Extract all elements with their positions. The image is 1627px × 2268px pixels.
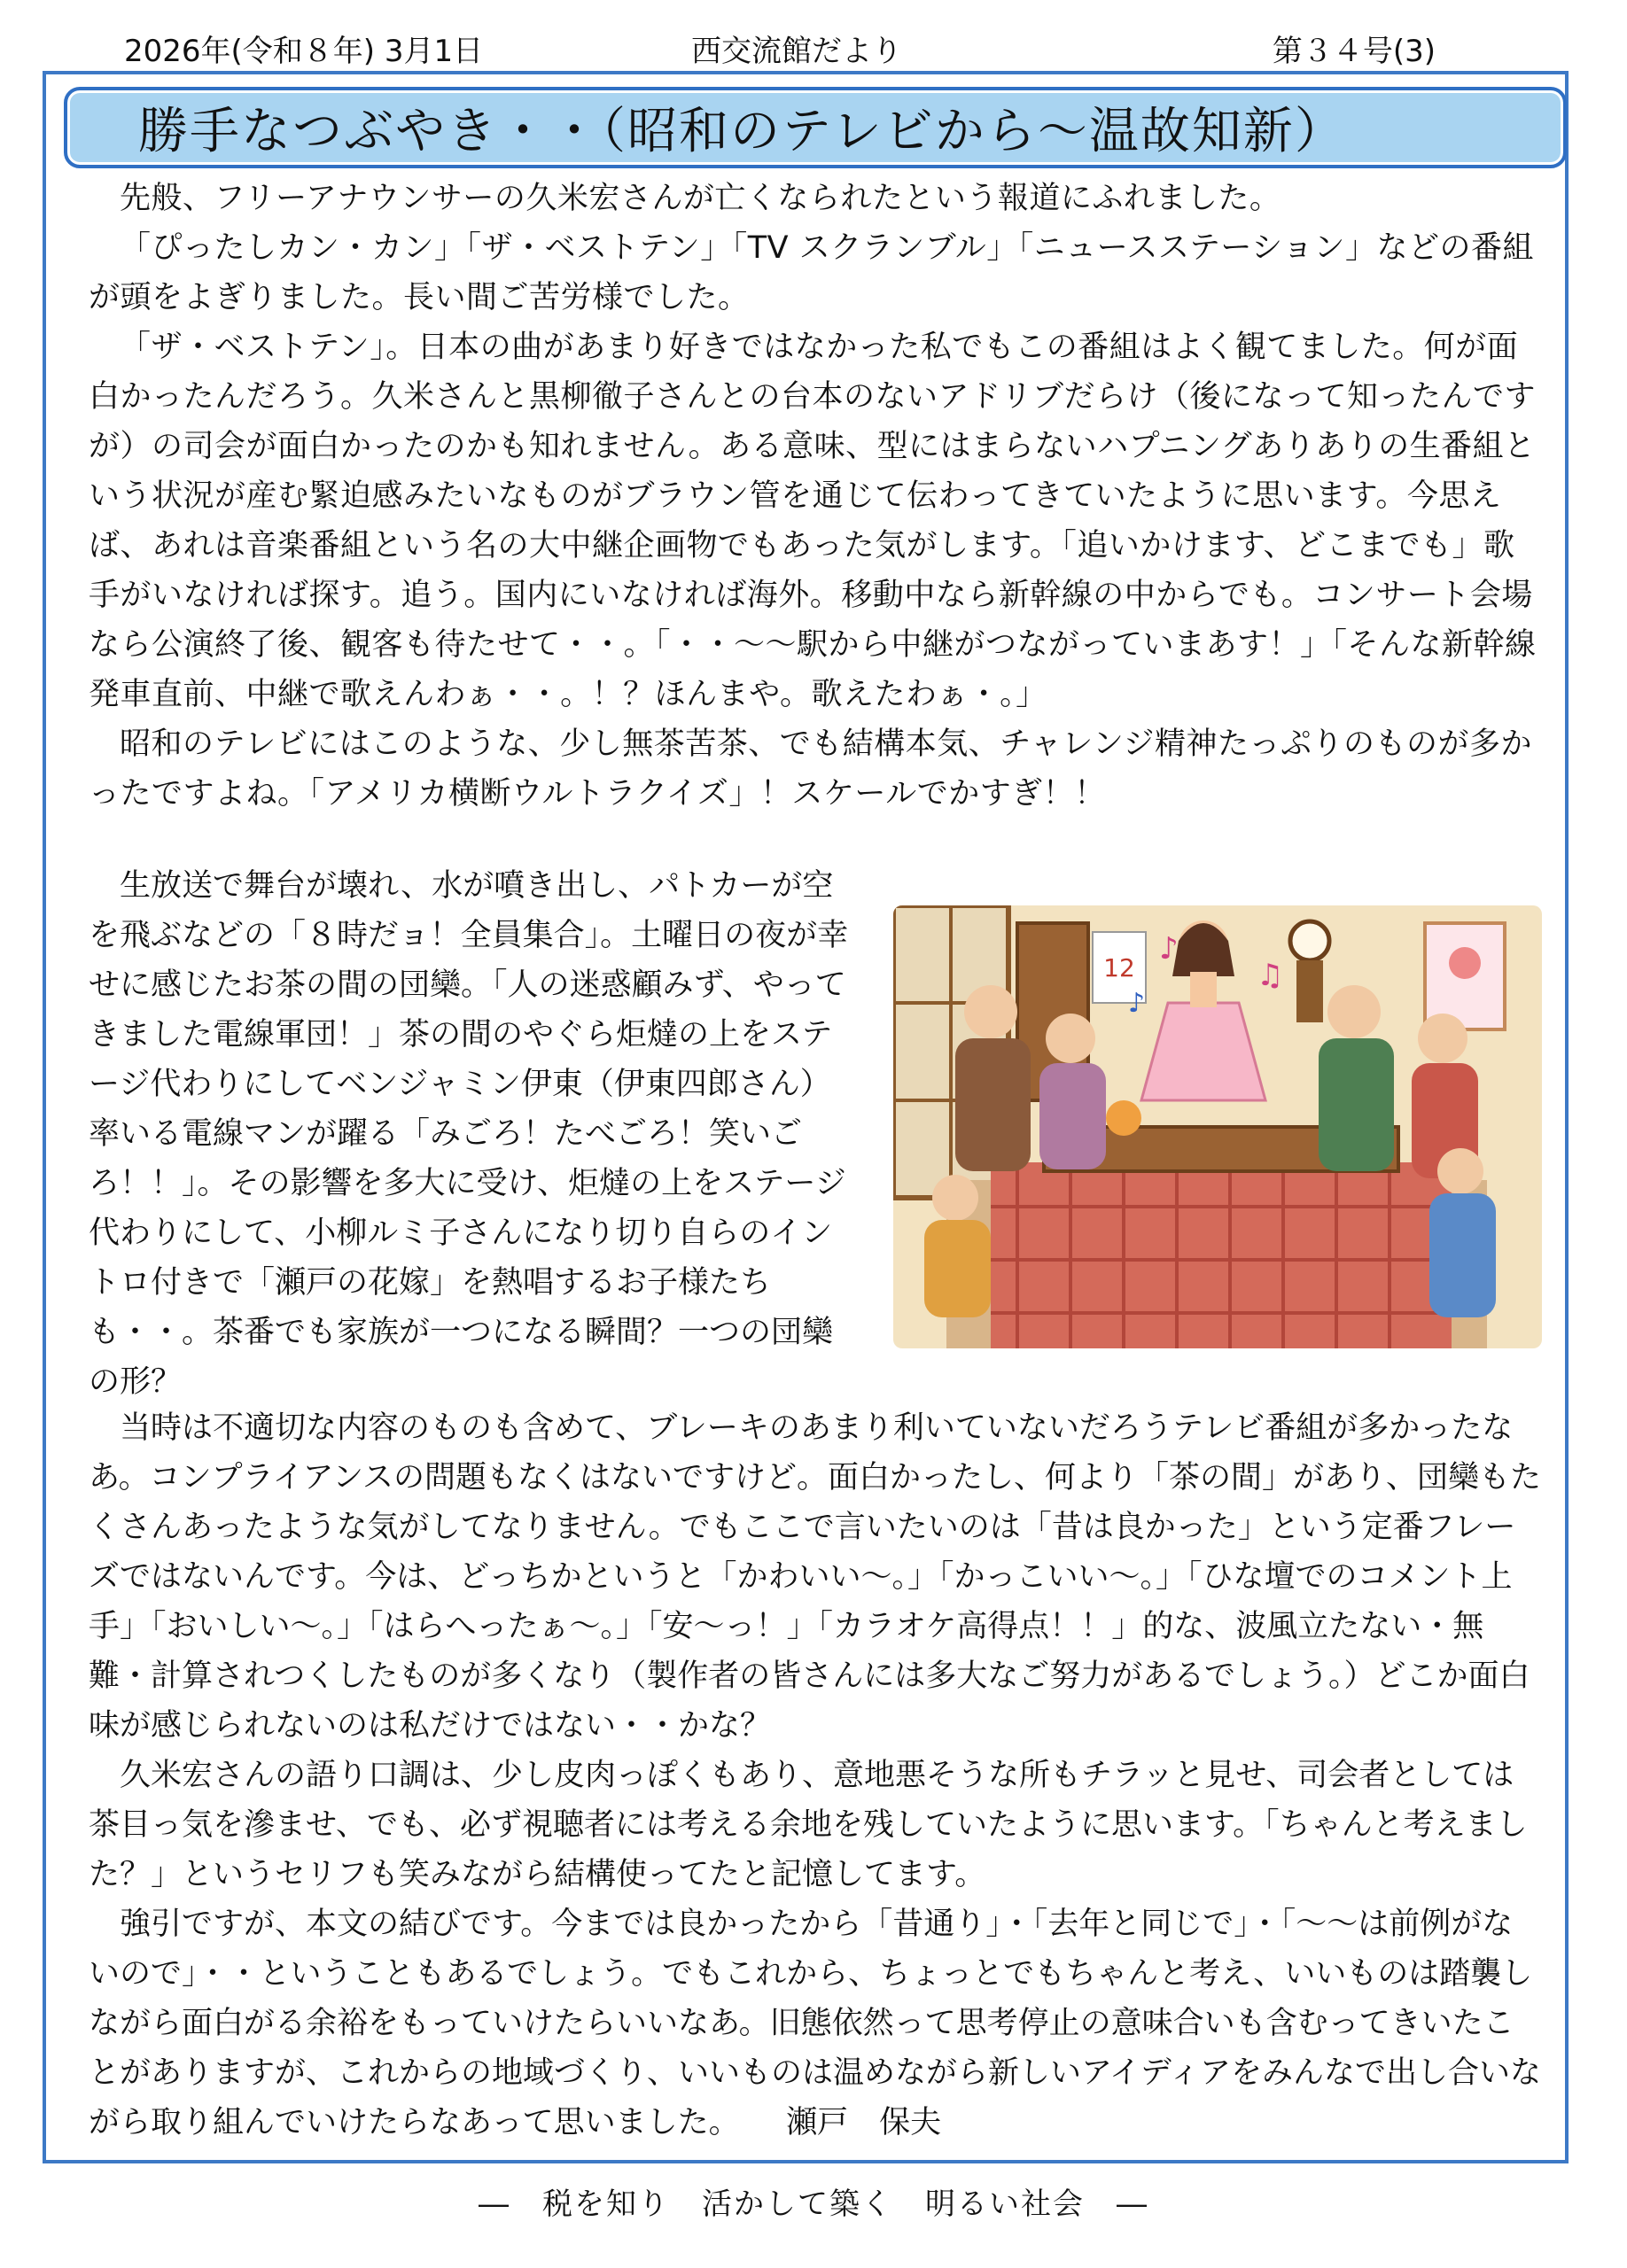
issue-date: 2026年(令和８年) 3月1日 — [124, 34, 484, 69]
svg-text:♪: ♪ — [1159, 931, 1179, 967]
page-footer-slogan: ― 税を知り 活かして築く 明るい社会 ― — [479, 2186, 1148, 2222]
article-body-top — [89, 174, 1542, 819]
family-kotatsu-illustration — [893, 905, 1542, 1348]
article-title: 勝手なつぶやき・・（昭和のテレビから～温故知新） — [138, 103, 1346, 160]
illustration-svg — [893, 905, 1542, 1348]
wrapped-section — [89, 861, 1542, 1407]
issue-number: 第３４号(3) — [1272, 34, 1436, 69]
paragraph-8 — [89, 1899, 1542, 2148]
title-banner — [64, 87, 1567, 168]
paragraph-5: 生放送で舞台が壊れ、水が噴き出し、パトカーが空を飛ぶなどの「８時だョ！全員集合」。土曜日の夜が幸せに感じたお茶の間の団欒。「人の迷惑顧みず、やってきました電線軍団！」茶の間のやぐら炬燵の上をステージ代わりにしてベンジャミン伊東（伊東四郎さん）率いる電線マンが躍る「みごろ！たべごろ！笑いごろ！！」。その影響を多大に受け、炬燵の上をステージ代わりにして、小柳ルミ子さんになり切り自らのイントロ付きで「瀬戸の花嫁」を熱唱するお子様たちも・・。茶番でも家族が一つになる瞬間？一つの団欒の形？ — [89, 868, 849, 1400]
page-header — [124, 27, 1436, 76]
paragraph-1: 先般、フリーアナウンサーの久米宏さんが亡くなられたという報道にふれました。 — [120, 181, 1281, 216]
paragraph-4: 昭和のテレビにはこのような、少し無茶苦茶、でも結構本気、チャレンジ精神たっぷりのものが多かったですよね。「アメリカ横断ウルトラクイズ」！スケールでかすぎ！！ — [89, 726, 1533, 812]
svg-text:♪: ♪ — [1128, 988, 1146, 1019]
publication-name: 西交流館だより — [691, 34, 902, 69]
calendar-number: 12 — [1103, 953, 1135, 983]
article-body-bottom — [89, 1403, 1542, 2148]
author-signature: 瀬戸 保夫 — [786, 2105, 942, 2140]
wrapped-text-column — [89, 861, 851, 1407]
paragraph-3: 「ザ・ベストテン」。日本の曲があまり好きではなかった私でもこの番組はよく観てました。何が面白かったんだろう。久米さんと黒柳徹子さんとの台本のないアドリブだらけ（後になって知ったんですが）の司会が面白かったのかも知れません。ある意味、型にはまらないハプニングありありの生番組という状況が産む緊迫感みたいなものがブラウン管を通じて伝わってきていたように思います。今思えば、あれは音楽番組という名の大中継企画物でもあった気がします。「追いかけます、どこまでも」歌手がいなければ探す。追う。国内にいなければ海外。移動中なら新幹線の中からでも。コンサート会場なら公演終了後、観客も待たせて・・。「・・～～駅から中継がつながっていまあす！」「そんな新幹線発車直前、中継で歌えんわぁ・・。！？ほんまや。歌えたわぁ・。」 — [89, 330, 1537, 712]
paragraph-2: 「ぴったしカン・カン」「ザ・ベストテン」「TV スクランブル」「ニュースステーション」などの番組が頭をよぎりました。長い間ご苦労様でした。 — [89, 230, 1534, 315]
svg-text:♫: ♫ — [1257, 958, 1284, 993]
paragraph-8-text: 強引ですが、本文の結びです。今までは良かったから「昔通り」・「去年と同じで」・「～～は前例がないので」・・ということもあるでしょう。でもこれから、ちょっとでもちゃんと考え、いいものは踏襲しながら面白がる余裕をもっていけたらいいなあ。旧態依然って思考停止の意味合いも含むってきいたことがありますが、これからの地域づくり、いいものは温めながら新しいアイディアをみんなで出し合いながら取り組んでいけたらなあって思いました。 — [89, 1907, 1542, 2140]
paragraph-7: 久米宏さんの語り口調は、少し皮肉っぽくもあり、意地悪そうな所もチラッと見せ、司会者としては茶目っ気を滲ませ、でも、必ず視聴者には考える余地を残していたように思います。「ちゃんと考えました？」というセリフも笑みながら結構使ってたと記憶してます。 — [89, 1758, 1528, 1892]
paragraph-6: 当時は不適切な内容のものも含めて、ブレーキのあまり利いていないだろうテレビ番組が多かったなあ。コンプライアンスの問題もなくはないですけど。面白かったし、何より「茶の間」があり、団欒もたくさんあったような気がしてなりません。でもここで言いたいのは「昔は良かった」という定番フレーズではないんです。今は、どっちかというと「かわいい～。」「かっこいい～。」「ひな壇でのコメント上手」「おいしい～。」「はらへったぁ～。」「安～っ！」「カラオケ高得点！！」的な、波風立たない・無難・計算されつくしたものが多くなり（製作者の皆さんには多大なご努力があるでしょう。）どこか面白味が感じられないのは私だけではない・・かな？ — [89, 1410, 1542, 1744]
